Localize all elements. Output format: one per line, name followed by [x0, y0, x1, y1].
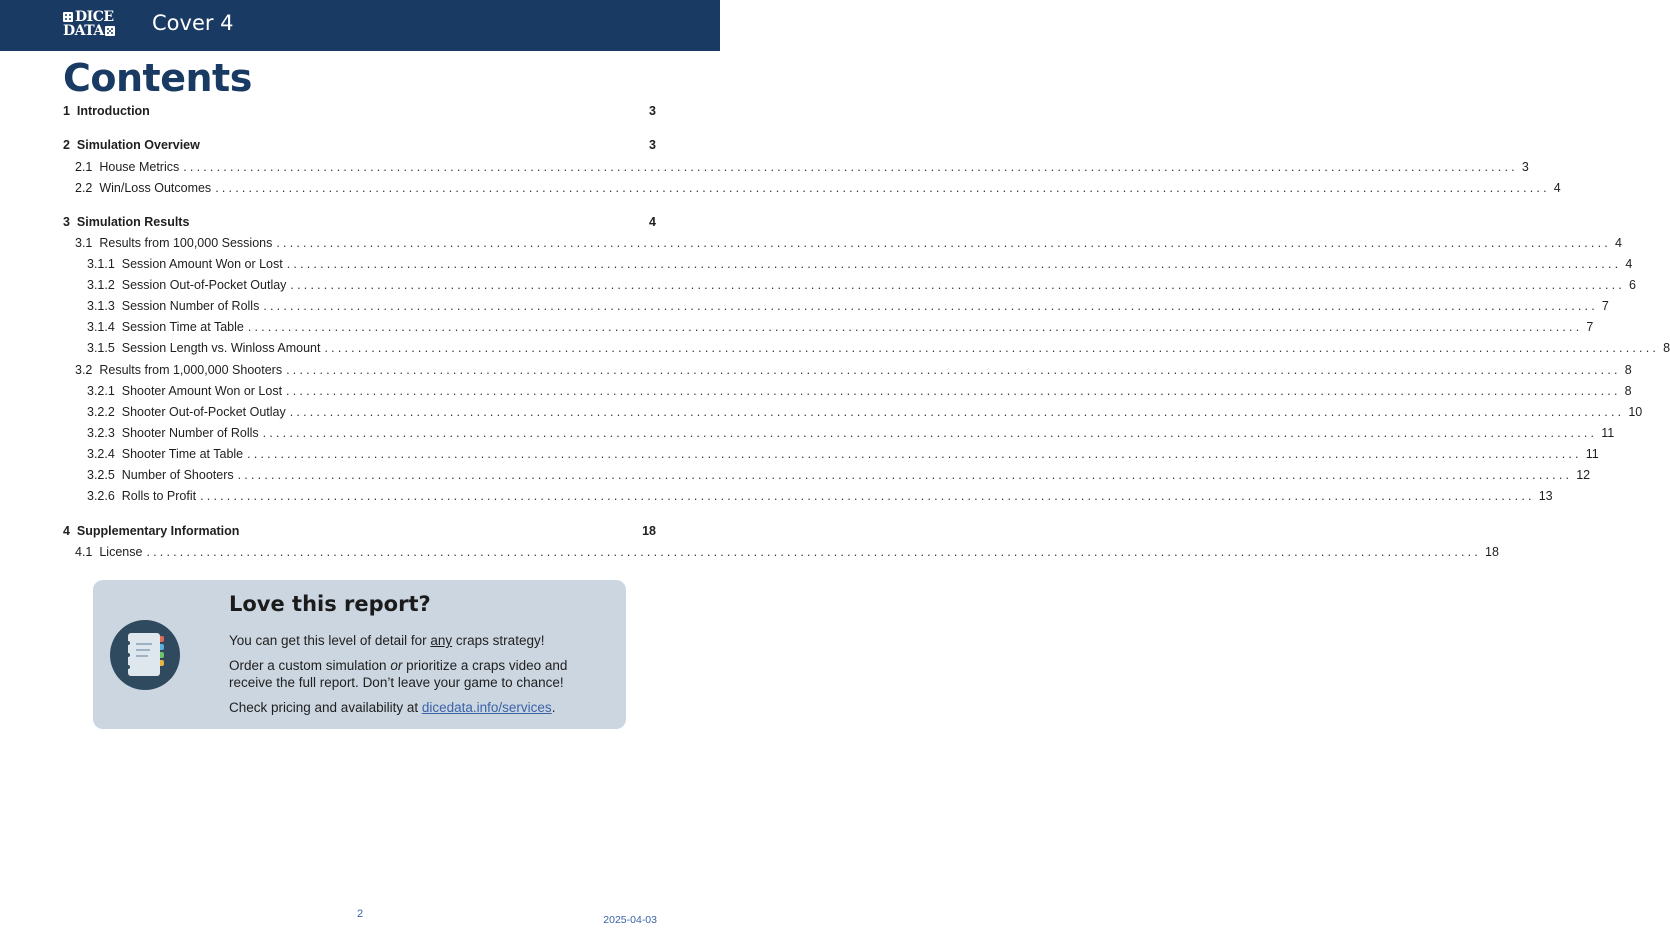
toc-leader-dots: ........................................................................................................................................................................................................: [286, 257, 1622, 271]
toc-page-number: 3: [649, 138, 656, 152]
toc-title: License: [99, 545, 143, 559]
toc-leader-dots: ........................................................................................................................................................................................................: [247, 447, 1582, 461]
toc-number: 3.2.4: [87, 447, 115, 461]
toc-page-number: 10: [1628, 405, 1643, 419]
toc-entry[interactable]: [75, 361, 1632, 379]
toc-number: 2: [63, 138, 70, 152]
toc-leader-dots: ........................................................................................................................................................................................................: [146, 545, 1482, 559]
toc-number: 3.2.5: [87, 468, 115, 482]
page-header: [0, 0, 720, 51]
notebook-icon: [110, 620, 180, 690]
toc-section[interactable]: [63, 102, 656, 120]
dice-data-logo: [63, 10, 123, 38]
toc-leader-dots: ........................................................................................................................................................................................................: [183, 160, 1518, 174]
toc-title: Introduction: [76, 104, 150, 118]
toc-leader-dots: ........................................................................................................................................................................................................: [215, 181, 1550, 195]
toc-title: Results from 100,000 Sessions: [99, 236, 273, 250]
toc-entry[interactable]: [87, 382, 1632, 400]
toc-number: 4: [63, 524, 70, 538]
toc-page-number: 8: [1624, 363, 1632, 377]
toc-title: Shooter Out-of-Pocket Outlay: [121, 405, 286, 419]
toc-entry[interactable]: [87, 276, 1636, 294]
toc-number: 3.1.5: [87, 341, 115, 355]
toc-page-number: 18: [1485, 545, 1499, 559]
toc-leader-dots: ........................................................................................................................................................................................................: [247, 320, 1583, 334]
toc-number: 3.1.4: [87, 320, 115, 334]
toc-leader-dots: ........................................................................................................................................................................................................: [289, 405, 1625, 419]
services-link[interactable]: dicedata.info/services: [421, 700, 552, 715]
toc-entry[interactable]: [75, 234, 1622, 252]
toc-number: 3.2.1: [87, 384, 115, 398]
toc-number: 3.1.2: [87, 278, 115, 292]
toc-page-number: 18: [642, 524, 656, 538]
toc-entry[interactable]: [87, 466, 1591, 484]
toc-number: 3: [63, 215, 70, 229]
toc-number: 2.1: [75, 160, 93, 174]
die-icon: [105, 26, 115, 36]
toc-number: 1: [63, 104, 70, 118]
toc-title: Shooter Amount Won or Lost: [121, 384, 283, 398]
logo-line2: DATA: [63, 23, 104, 39]
toc-title: Number of Shooters: [121, 468, 234, 482]
toc-page-number: 4: [1625, 257, 1633, 271]
toc-page-number: 11: [1585, 447, 1599, 461]
toc-section[interactable]: [63, 522, 656, 540]
toc-page-number: 7: [1601, 299, 1609, 313]
document-title: Cover 4: [152, 11, 234, 35]
logo-line1: DICE: [75, 9, 114, 25]
toc-page-number: 8: [1663, 341, 1670, 355]
page-title: Contents: [63, 56, 252, 100]
promo-line-2: Order a custom simulation or prioritize a craps video and receive the full report. Don’t leave your game to chance!: [229, 658, 568, 690]
toc-number: 4.1: [75, 545, 93, 559]
toc-page-number: 12: [1576, 468, 1591, 482]
toc-title: House Metrics: [99, 160, 180, 174]
toc-page-number: 3: [1521, 160, 1529, 174]
toc-title: Session Length vs. Winloss Amount: [121, 341, 321, 355]
toc-page-number: 3: [649, 104, 656, 118]
toc-section[interactable]: [63, 213, 656, 231]
toc-page-number: 8: [1624, 384, 1632, 398]
toc-leader-dots: ........................................................................................................................................................................................................: [324, 341, 1660, 355]
toc-title: Session Time at Table: [121, 320, 244, 334]
toc-leader-dots: ........................................................................................................................................................................................................: [237, 468, 1573, 482]
toc-page-number: 11: [1601, 426, 1615, 440]
toc-leader-dots: ........................................................................................................................................................................................................: [286, 363, 1621, 377]
toc-number: 3.1.3: [87, 299, 115, 313]
toc-title: Session Amount Won or Lost: [121, 257, 283, 271]
toc-section[interactable]: [63, 136, 656, 154]
toc-entry[interactable]: [75, 179, 1561, 197]
toc-number: 3.2.6: [87, 489, 115, 503]
promo-line-3: Check pricing and availability at dicedata.info/services.: [229, 700, 556, 715]
toc-number: 3.1: [75, 236, 93, 250]
toc-entry[interactable]: [87, 487, 1553, 505]
toc-title: Win/Loss Outcomes: [99, 181, 212, 195]
toc-leader-dots: ........................................................................................................................................................................................................: [200, 489, 1535, 503]
page-number: 2: [356, 908, 364, 920]
toc-title: Supplementary Information: [76, 524, 240, 538]
toc-title: Session Out-of-Pocket Outlay: [121, 278, 287, 292]
die-icon: [63, 12, 73, 22]
toc-title: Shooter Time at Table: [121, 447, 244, 461]
toc-number: 3.2.3: [87, 426, 115, 440]
toc-number: 3.2: [75, 363, 93, 377]
toc-page-number: 4: [1614, 236, 1622, 250]
toc-entry[interactable]: [75, 158, 1529, 176]
toc-page-number: 4: [1553, 181, 1561, 195]
toc-leader-dots: ........................................................................................................................................................................................................: [286, 384, 1621, 398]
promo-title: Love this report?: [229, 592, 431, 616]
toc-entry[interactable]: [87, 403, 1643, 421]
toc-leader-dots: ........................................................................................................................................................................................................: [276, 236, 1611, 250]
toc-number: 3.1.1: [87, 257, 115, 271]
toc-page-number: 4: [649, 215, 656, 229]
toc-number: 3.2.2: [87, 405, 115, 419]
toc-leader-dots: ........................................................................................................................................................................................................: [290, 278, 1626, 292]
toc-page-number: 6: [1629, 278, 1636, 292]
promo-line-1: You can get this level of detail for any craps strategy!: [229, 633, 545, 648]
toc-title: Simulation Results: [76, 215, 190, 229]
promo-box: [93, 580, 626, 729]
toc-title: Results from 1,000,000 Shooters: [99, 363, 283, 377]
toc-entry[interactable]: [75, 543, 1499, 561]
toc-leader-dots: ........................................................................................................................................................................................................: [263, 299, 1598, 313]
toc-title: Rolls to Profit: [121, 489, 197, 503]
toc-entry[interactable]: [87, 339, 1670, 357]
toc-entry[interactable]: [87, 424, 1615, 442]
toc-page-number: 7: [1586, 320, 1594, 334]
toc-title: Simulation Overview: [76, 138, 200, 152]
toc-entry[interactable]: [87, 318, 1594, 336]
toc-leader-dots: ........................................................................................................................................................................................................: [262, 426, 1598, 440]
toc-entry[interactable]: [87, 255, 1633, 273]
toc-page-number: 13: [1538, 489, 1553, 503]
toc-number: 2.2: [75, 181, 93, 195]
toc-title: Shooter Number of Rolls: [121, 426, 259, 440]
toc-title: Session Number of Rolls: [121, 299, 260, 313]
footer-date: 2025-04-03: [603, 914, 657, 926]
toc-entry[interactable]: [87, 445, 1599, 463]
toc-entry[interactable]: [87, 297, 1609, 315]
